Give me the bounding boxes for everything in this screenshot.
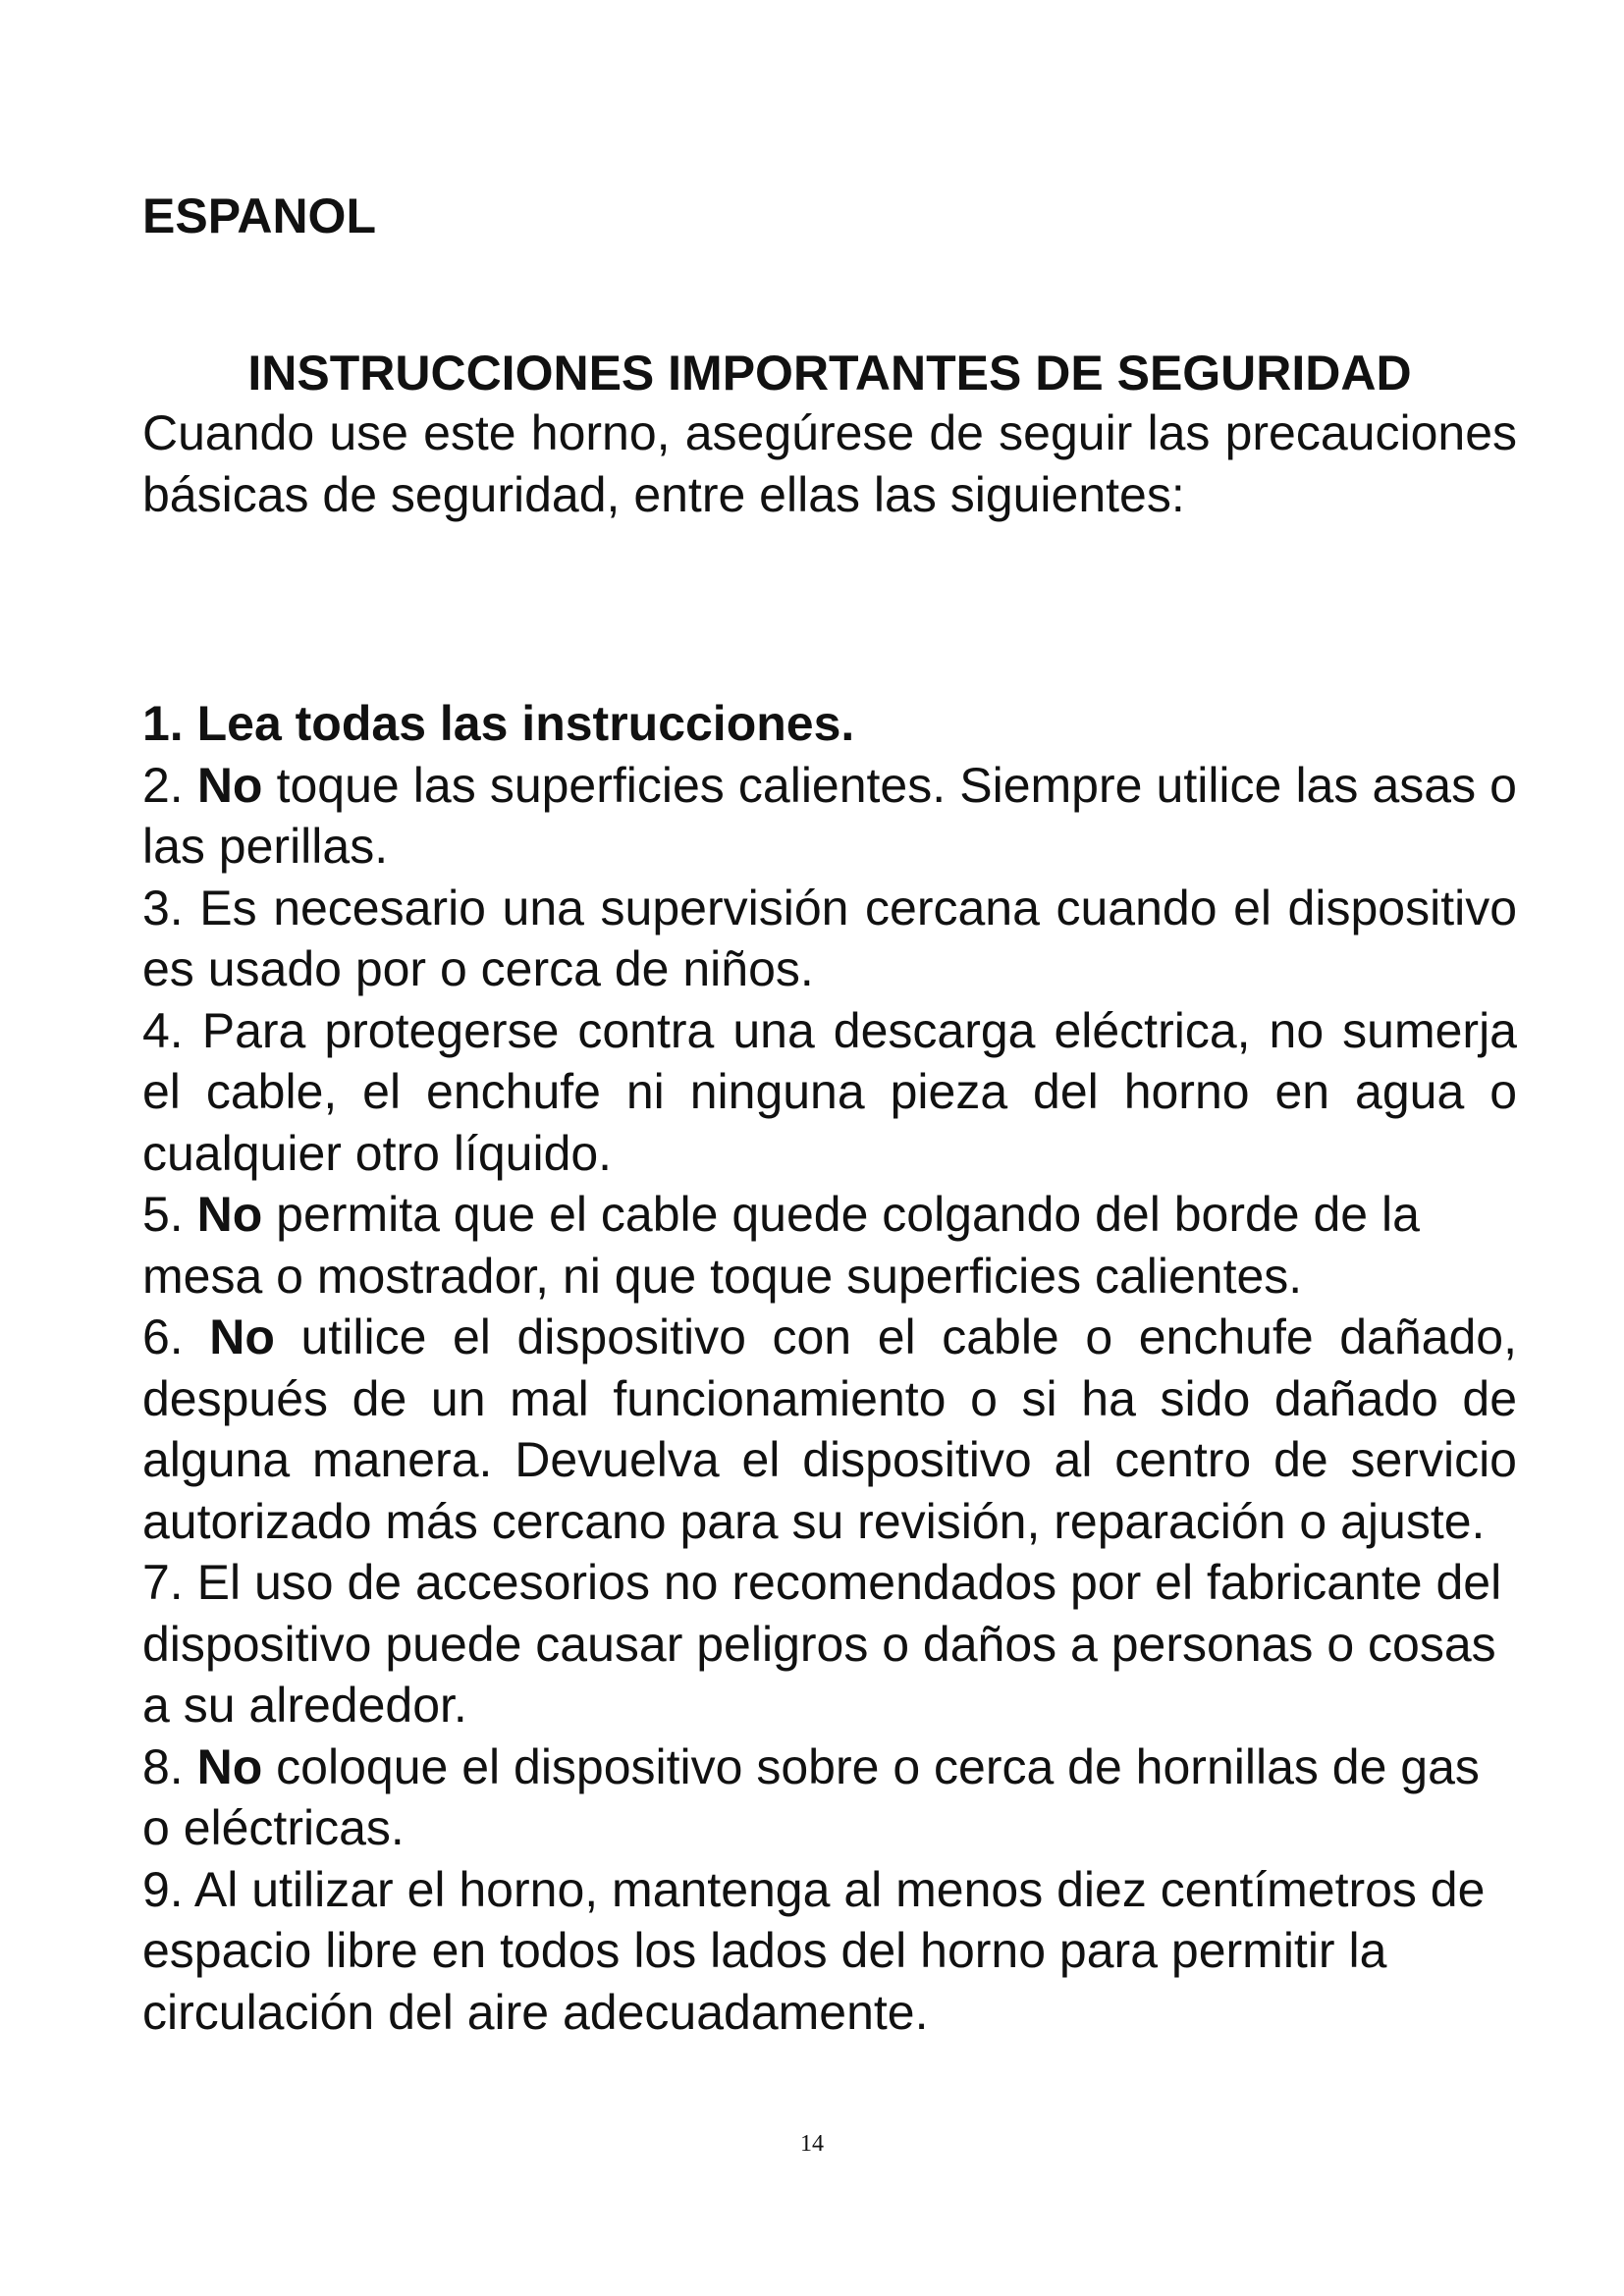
item-text: permita que el cable quede colgando del borde de la mesa o mostrador, ni que toque superficies calientes.	[142, 1187, 1420, 1304]
page-number: 14	[800, 2131, 824, 2157]
item-bold-text: No	[196, 1187, 263, 1242]
instruction-item-3	[142, 878, 1517, 1000]
item-number: 5.	[142, 1187, 184, 1242]
instruction-item-7	[142, 1552, 1517, 1736]
intro-paragraph: Cuando use este horno, asegúrese de seguir las precauciones básicas de seguridad, entre ellas las siguientes:	[142, 405, 1517, 522]
item-number: 4.	[142, 1002, 184, 1058]
item-text: coloque el dispositivo sobre o cerca de hornillas de gas o eléctricas.	[142, 1738, 1480, 1855]
item-bold-text: No	[196, 757, 263, 813]
item-number: 7.	[142, 1555, 184, 1610]
item-number: 1.	[142, 696, 184, 751]
item-number: 8.	[142, 1738, 184, 1794]
item-text: Es necesario una supervisión cercana cuando el dispositivo es usado por o cerca de niños.	[142, 880, 1517, 996]
item-text: Al utilizar el horno, mantenga al menos diez centímetros de espacio libre en todos los lados del horno para permitir la circulación del aire adecuadamente.	[142, 1861, 1486, 2040]
item-number: 6.	[142, 1309, 184, 1364]
instruction-item-6	[142, 1307, 1517, 1552]
instruction-item-4	[142, 1000, 1517, 1185]
document-page	[142, 187, 1517, 2043]
item-bold-text: No	[196, 1738, 263, 1794]
instruction-list	[142, 693, 1517, 2043]
safety-title: INSTRUCCIONES IMPORTANTES DE SEGURIDAD	[247, 346, 1412, 400]
language-heading: ESPANOL	[142, 188, 376, 243]
instruction-item-1	[142, 693, 1517, 755]
item-text: El uso de accesorios no recomendados por el fabricante del dispositivo puede causar peligros o daños a personas o cosas a su alrededor.	[142, 1555, 1502, 1733]
item-bold-text: No	[209, 1309, 275, 1364]
instruction-item-5	[142, 1184, 1517, 1307]
item-number: 9.	[142, 1861, 184, 1917]
item-bold-text: Lea todas las instrucciones.	[196, 696, 855, 751]
item-text: utilice el dispositivo con el cable o enchufe dañado, después de un mal funcionamiento o si ha sido dañado de alguna manera. Devuelva el dispositivo al centro de servicio autorizado más cercano para su revisión, reparación o ajuste.	[142, 1309, 1517, 1549]
instruction-item-2	[142, 755, 1517, 878]
item-number: 2.	[142, 757, 184, 813]
item-number: 3.	[142, 880, 184, 935]
item-text: toque las superficies calientes. Siempre utilice las asas o las perillas.	[142, 757, 1517, 874]
instruction-item-8	[142, 1736, 1517, 1859]
item-text: Para protegerse contra una descarga eléctrica, no sumerja el cable, el enchufe ni ninguna pieza del horno en agua o cualquier otro líquido.	[142, 1002, 1517, 1181]
instruction-item-9	[142, 1859, 1517, 2044]
